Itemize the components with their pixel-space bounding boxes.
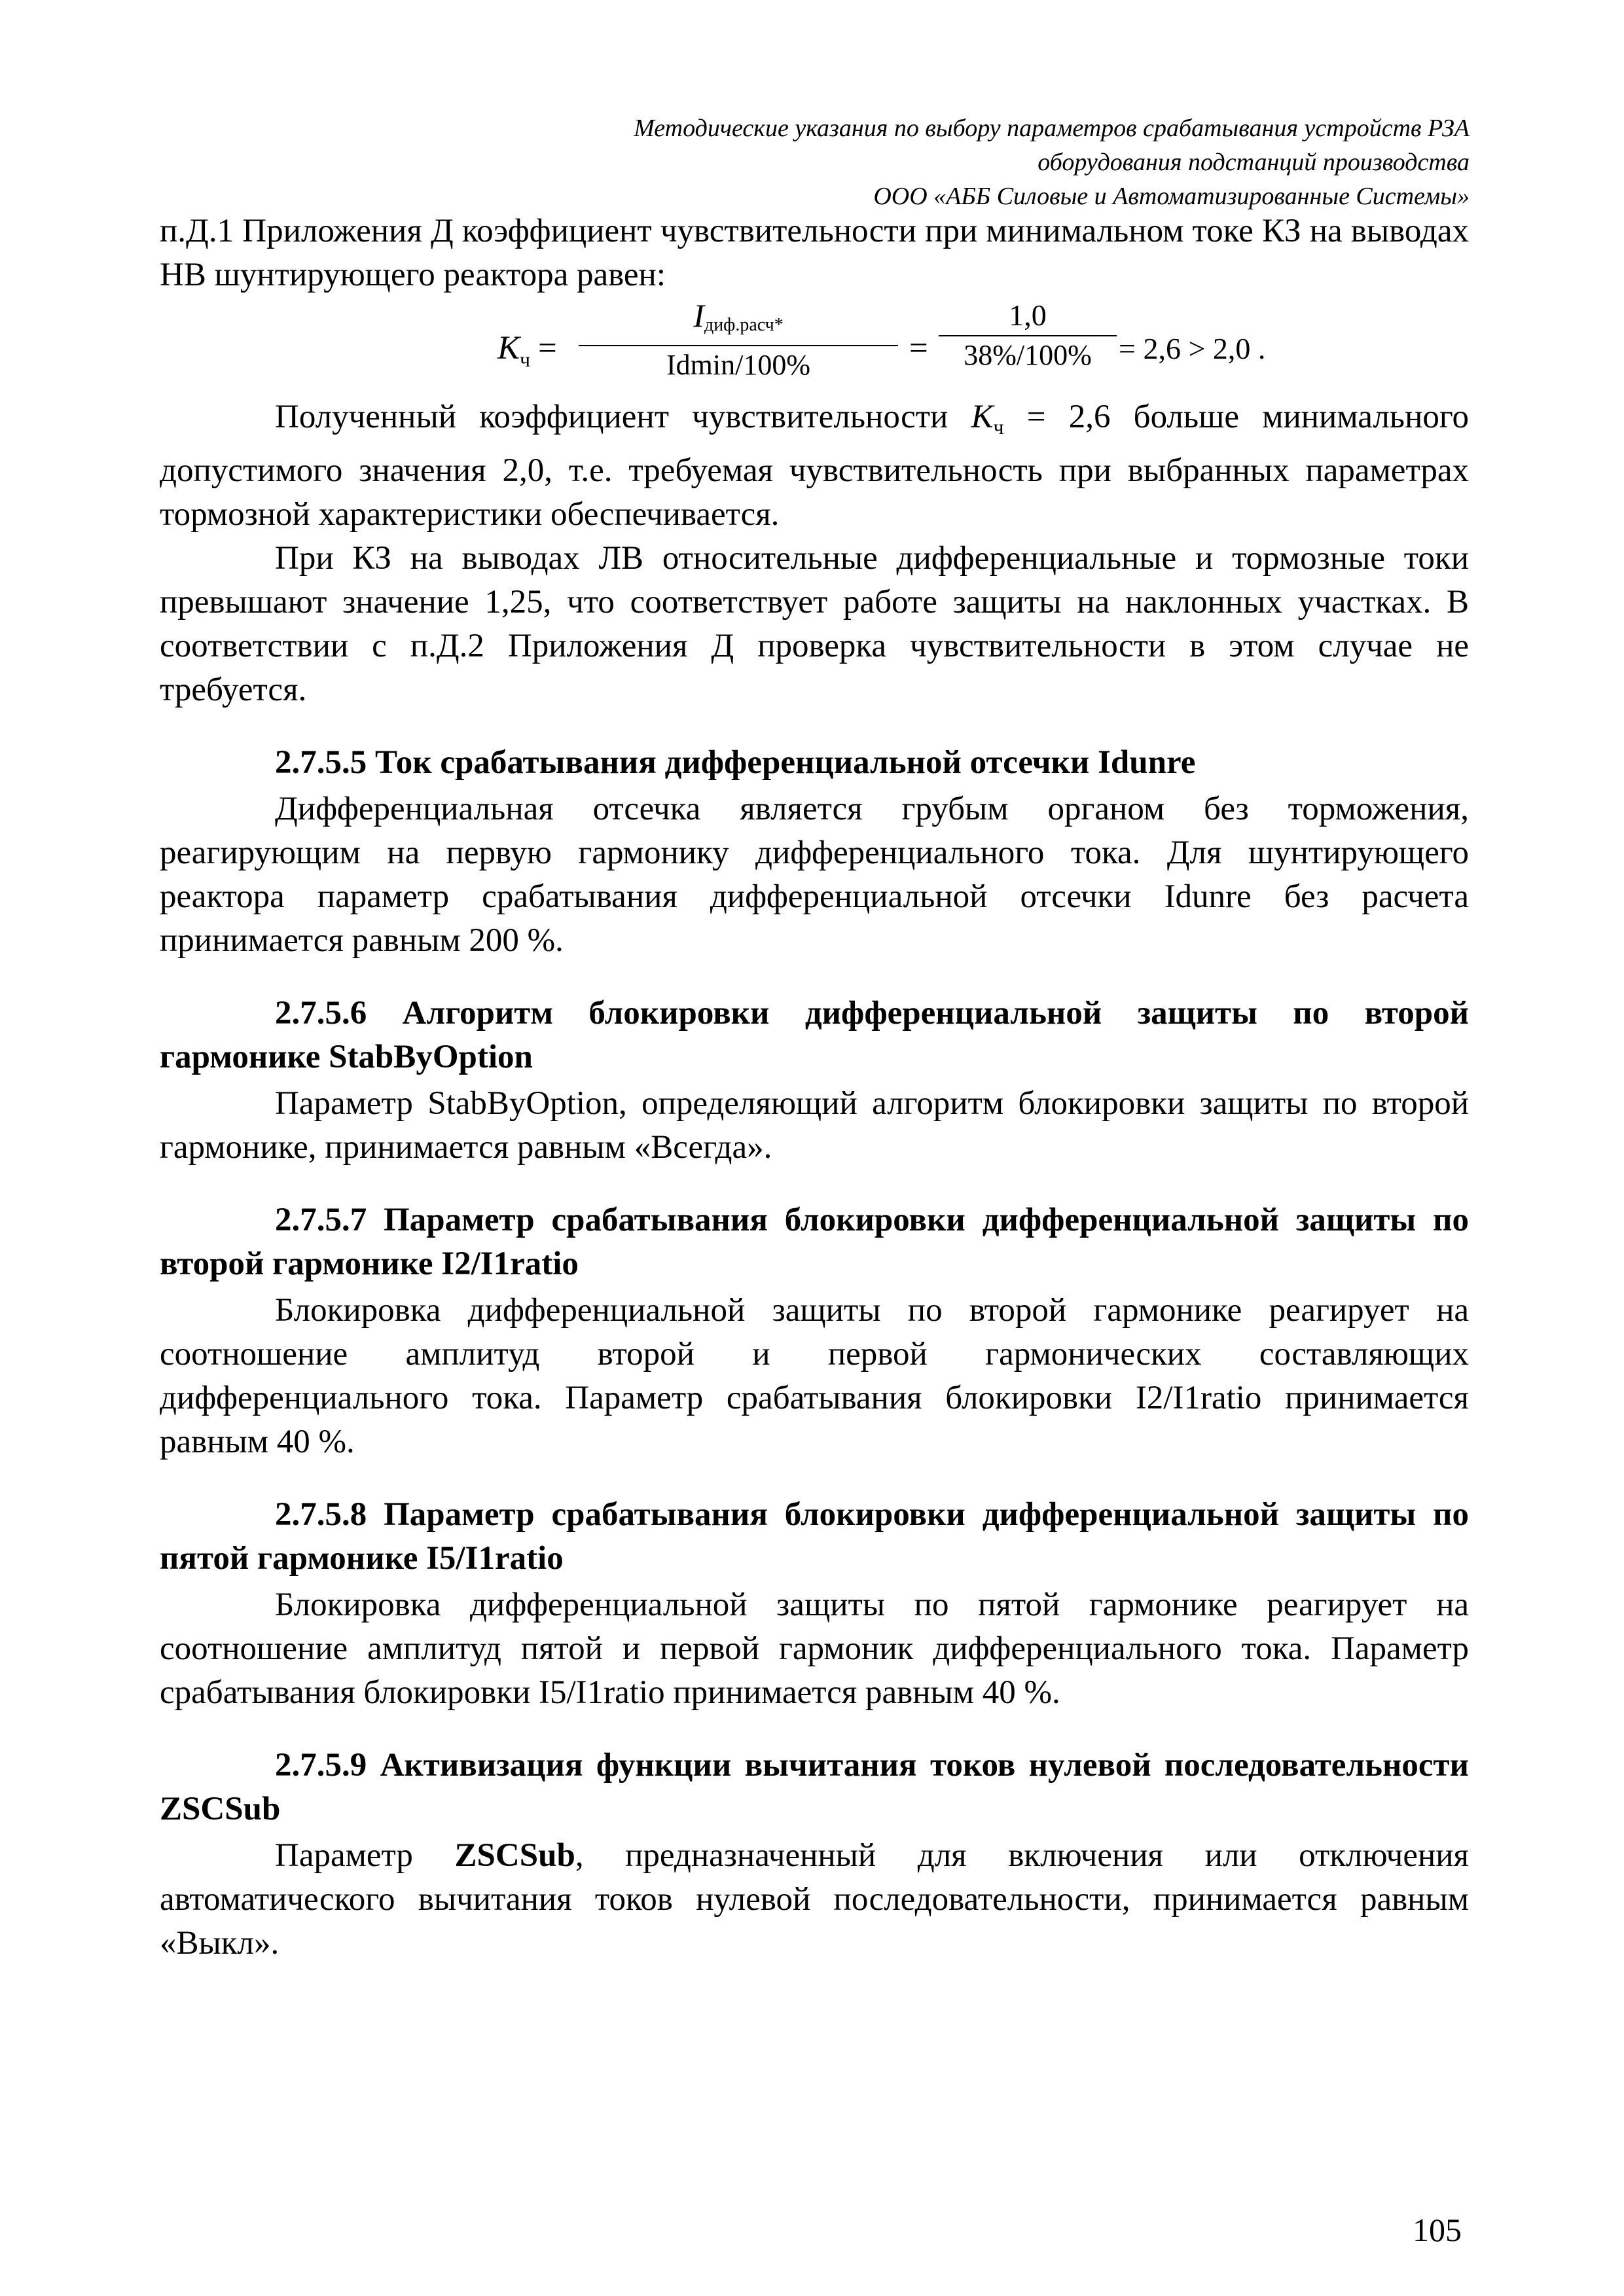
section-2-7-5-5 [160, 741, 1469, 963]
header-line-2: оборудования подстанций производства [1038, 149, 1470, 176]
section-body: Параметр ZSCSub, предназначенный для включения или отключения автоматического вычитания токов нулевой последовательности, принимается равным «Выкл». [160, 1837, 1469, 1962]
section-body: Блокировка дифференциальной защиты по второй гармонике реагирует на соотношение амплитуд второй и первой гармонических составляющих дифференциального тока. Параметр срабатывания блокировки I2/I1ratio принимается равным 40 %. [160, 1292, 1469, 1460]
formula-k-symbol: $K_ч$ [497, 330, 531, 371]
section-heading: 2.7.5.9 Активизация функции вычитания токов нулевой последовательности ZSCSub [160, 1747, 1469, 1827]
section-2-7-5-7 [160, 1198, 1469, 1464]
formula-result: = 2,6 > 2,0 . [1119, 332, 1266, 365]
running-header [357, 111, 1470, 213]
section-body: Блокировка дифференциальной защиты по пятой гармонике реагирует на соотношение амплитуд пятой и первой гармоник дифференциального тока. Параметр срабатывания блокировки I5/I1ratio принимается равным 40 %. [160, 1587, 1469, 1711]
formula-equals-2: = [909, 330, 928, 367]
section-2-7-5-9 [160, 1744, 1469, 1965]
k-symbol-inline: $K_ч$ [971, 399, 1004, 439]
formula-fraction-2 [939, 297, 1117, 373]
fraction-1-denominator: Idmin/100% [666, 349, 810, 381]
header-line-3: ООО «АББ Силовые и Автоматизированные Системы» [873, 183, 1470, 210]
sensitivity-formula [160, 297, 1469, 395]
fraction-2-bar [939, 335, 1117, 336]
document-body [160, 209, 1469, 1965]
fraction-2-numerator: 1,0 [1009, 298, 1047, 332]
section-heading: 2.7.5.8 Параметр срабатывания блокировки дифференциальной защиты по пятой гармонике I5/I1ratio [160, 1496, 1469, 1577]
sensitivity-paragraph: Полученный коэффициент чувствительности $K_ч = 2,6$ больше минимального допустимого значения 2,0, т.е. требуемая чувствительность при выбранных параметрах тормозной характеристики обеспечивается. [160, 399, 1470, 533]
section-body: Дифференциальная отсечка является грубым органом без торможения, реагирующим на первую гармонику дифференциального тока. Для шунтирующего реактора параметр срабатывания дифференциальной отсечки Idunre без расчета принимается равным 200 %. [160, 791, 1469, 959]
section-heading: 2.7.5.5 Ток срабатывания дифференциальной отсечки Idunre [275, 744, 1196, 781]
section-heading: 2.7.5.7 Параметр срабатывания блокировки дифференциальной защиты по второй гармонике I2/I1ratio [160, 1202, 1469, 1282]
fraction-1-numerator: $I_{диф.расч*}$ [693, 297, 784, 335]
section-2-7-5-8 [160, 1493, 1469, 1715]
section-heading: 2.7.5.6 Алгоритм блокировки дифференциальной защиты по второй гармонике StabByOption [160, 995, 1469, 1075]
page-number: 105 [1413, 2212, 1462, 2248]
formula-equals-1: = [538, 330, 557, 367]
header-line-1: Методические указания по выбору параметров срабатывания устройств РЗА [634, 115, 1470, 142]
fraction-2-denominator: 38%/100% [964, 339, 1092, 371]
fraction-1-bar [579, 345, 898, 346]
formula-fraction-1 [579, 297, 898, 383]
section-2-7-5-6 [160, 992, 1469, 1170]
section-body: Параметр StabByOption, определяющий алгоритм блокировки защиты по второй гармонике, принимается равным «Всегда». [160, 1085, 1469, 1166]
zscsub-bold: ZSCSub [454, 1837, 575, 1874]
lv-paragraph: При КЗ на выводах ЛВ относительные дифференциальные и тормозные токи превышают значение 1,25, что соответствует работе защиты на наклонных участках. В соответствии с п.Д.2 Приложения Д проверка чувствительности в этом случае не требуется. [160, 540, 1469, 708]
intro-paragraph: п.Д.1 Приложения Д коэффициент чувствительности при минимальном токе КЗ на выводах НВ шунтирующего реактора равен: [160, 213, 1469, 293]
